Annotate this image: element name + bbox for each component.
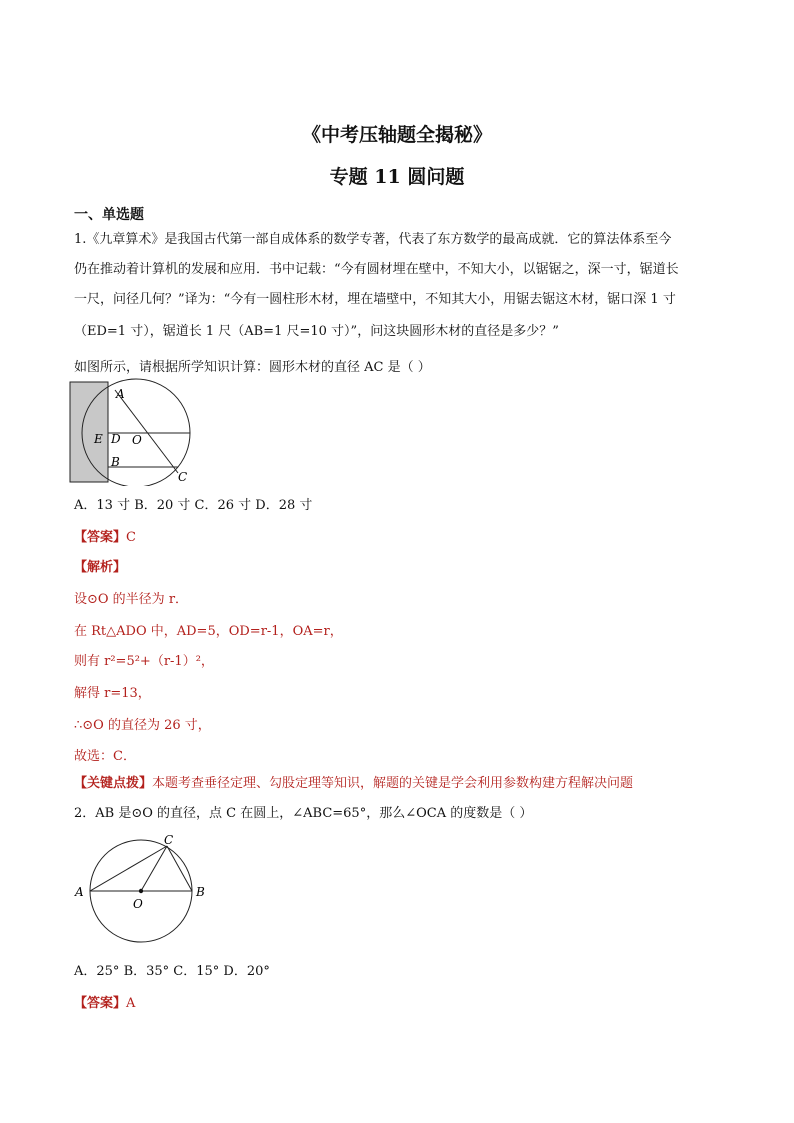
keypoint-text: 本题考查垂径定理、勾股定理等知识，解题的关键是学会利用参数构建方程解决问题	[152, 776, 634, 791]
label-d: D	[111, 432, 121, 446]
label-b: B	[196, 885, 205, 899]
q1-answer	[74, 526, 136, 545]
q2-answer	[74, 992, 135, 1011]
label-b: B	[111, 455, 120, 469]
label-a: A	[116, 387, 125, 401]
solution-line-1: 设⊙O 的半径为 r．	[74, 592, 189, 607]
diameter-ac	[115, 390, 178, 473]
answer-tag: 【答案】	[74, 530, 127, 545]
answer-value: C	[126, 530, 136, 545]
answer-value: A	[126, 996, 136, 1011]
q1-stem-line-5: 如图所示，请根据所学知识计算：圆形木材的直径 AC 是（ ）	[74, 360, 431, 375]
label-o: O	[132, 433, 142, 447]
label-a: A	[75, 885, 84, 899]
q1-stem-line-4: （ED=1 寸），锯道长 1 尺（AB=1 尺=10 寸）”，问这块圆形木材的直径是多少？”	[74, 324, 559, 339]
label-e: E	[94, 432, 103, 446]
answer-tag: 【答案】	[74, 996, 127, 1011]
solution-line-5: ∴⊙O 的直径为 26 寸，	[74, 718, 211, 733]
q2-figure	[70, 830, 210, 950]
analysis-tag: 【解析】	[74, 560, 127, 575]
radius-oc	[141, 846, 167, 891]
q1-stem-line-1: 1.《九章算术》是我国古代第一部自成体系的数学专著，代表了东方数学的最高成就．它的算法体系至今	[74, 232, 672, 247]
label-c: C	[178, 470, 188, 484]
q1-stem-line-2: 仍在推动着计算机的发展和应用．书中记载：“今有圆材埋在壁中，不知大小，以锯锯之，深一寸，锯道长	[74, 262, 679, 277]
solution-line-3: 则有 r²=5²+（r-1）²，	[74, 654, 214, 669]
q2-options: A．25° B．35° C．15° D．20°	[74, 964, 270, 979]
chord-bc	[167, 846, 192, 891]
keypoint-tag: 【关键点拨】	[74, 776, 153, 791]
label-c: C	[164, 833, 174, 847]
keypoint	[74, 772, 633, 791]
label-o: O	[133, 897, 143, 911]
chord-ac	[90, 846, 167, 891]
solution-line-6: 故选：C．	[74, 749, 136, 764]
q1-stem-line-3: 一尺，问径几何？”译为：“今有一圆柱形木材，埋在墙壁中，不知其大小，用锯去锯这木材，锯口深 1 寸	[74, 292, 676, 307]
q1-figure	[66, 378, 206, 486]
center-point	[139, 889, 143, 893]
solution-line-4: 解得 r=13，	[74, 686, 151, 701]
document-subtitle: 专题 11 圆问题	[329, 166, 465, 188]
q1-options: A．13 寸 B．20 寸 C．26 寸 D．28 寸	[74, 498, 313, 513]
q2-stem: 2．AB 是⊙O 的直径，点 C 在圆上，∠ABC=65°，那么∠OCA 的度数是（ ）	[74, 806, 533, 821]
solution-line-2: 在 Rt△ADO 中，AD=5，OD=r-1，OA=r，	[74, 624, 343, 639]
section-heading: 一、单选题	[74, 207, 144, 223]
document-title: 《中考压轴题全揭秘》	[301, 124, 492, 146]
